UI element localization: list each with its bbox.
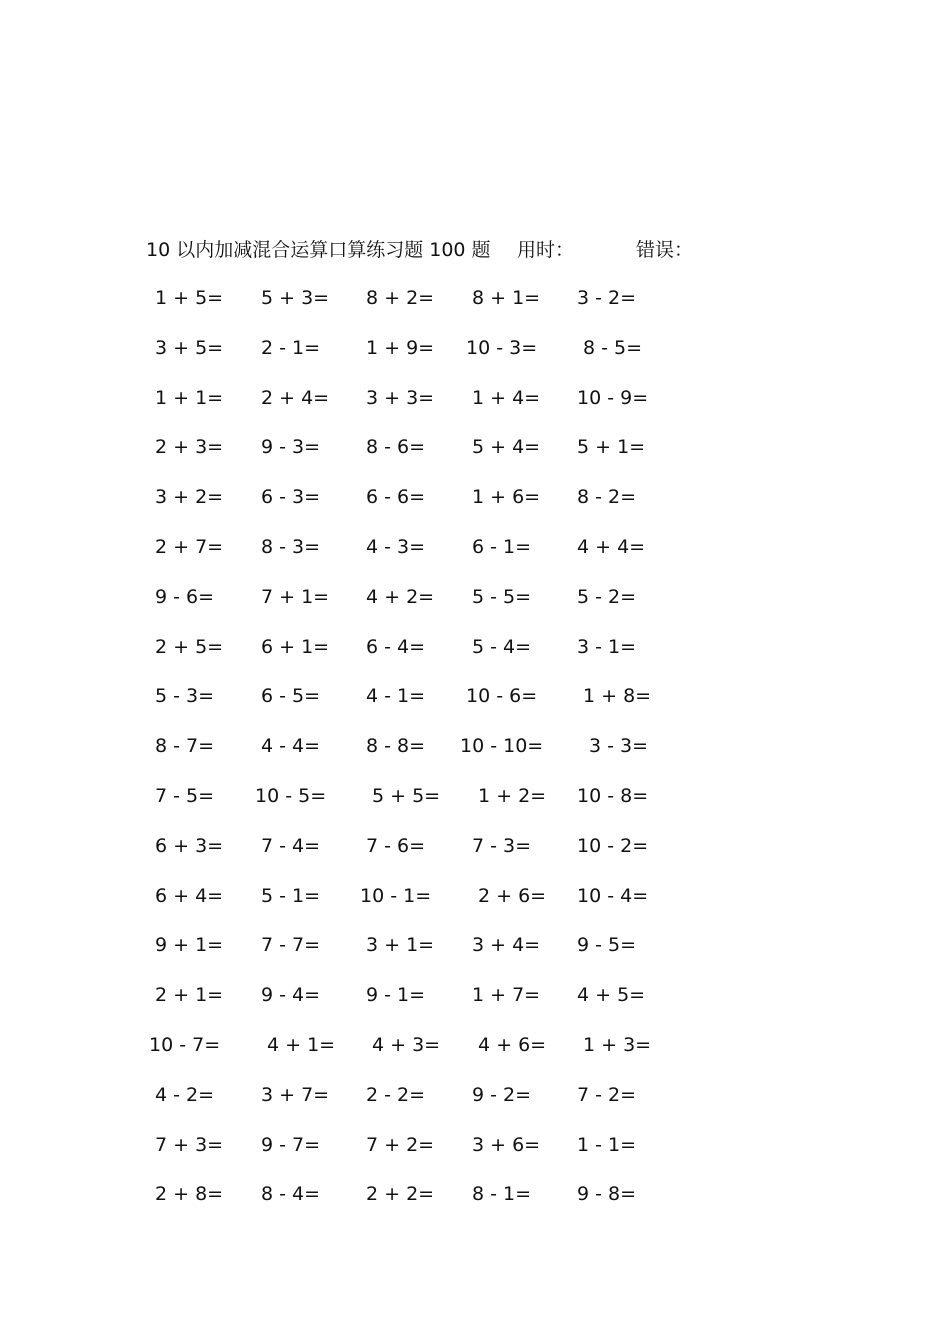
arithmetic-problem: 2 + 4= <box>261 386 330 409</box>
arithmetic-problem: 5 + 5= <box>372 784 441 807</box>
arithmetic-problem: 1 + 5= <box>155 287 224 309</box>
arithmetic-problem: 3 + 7= <box>261 1083 330 1106</box>
problem-row <box>0 483 950 533</box>
arithmetic-problem: 6 + 4= <box>155 884 224 907</box>
arithmetic-problem: 4 + 4= <box>577 535 646 558</box>
arithmetic-problem: 8 - 3= <box>261 535 321 558</box>
arithmetic-problem: 7 - 3= <box>472 834 532 857</box>
arithmetic-problem: 1 + 1= <box>155 386 224 409</box>
arithmetic-problem: 3 + 2= <box>155 486 224 509</box>
arithmetic-problem: 3 + 5= <box>155 336 224 359</box>
arithmetic-problem: 9 + 1= <box>155 934 224 957</box>
arithmetic-problem: 7 - 2= <box>577 1083 637 1106</box>
arithmetic-problem: 9 - 6= <box>155 585 215 608</box>
arithmetic-problem: 3 + 6= <box>472 1133 541 1156</box>
arithmetic-problem: 1 + 2= <box>478 784 547 807</box>
arithmetic-problem: 10 - 8= <box>577 784 649 807</box>
arithmetic-problem: 3 - 3= <box>589 735 649 758</box>
arithmetic-problem: 10 - 10= <box>460 735 544 758</box>
arithmetic-problem: 5 + 1= <box>577 436 646 459</box>
problem-row <box>0 981 950 1031</box>
arithmetic-problem: 8 - 4= <box>261 1183 321 1206</box>
arithmetic-problem: 1 - 1= <box>577 1133 637 1156</box>
problem-row <box>0 284 950 334</box>
arithmetic-problem: 8 - 1= <box>472 1183 532 1206</box>
arithmetic-problem: 10 - 7= <box>149 1033 221 1056</box>
error-count-label: 错误： <box>636 239 694 261</box>
problem-row <box>0 533 950 583</box>
arithmetic-problem: 1 + 9= <box>366 336 435 359</box>
arithmetic-problem: 4 + 3= <box>372 1033 441 1056</box>
arithmetic-problem: 6 - 6= <box>366 486 426 509</box>
arithmetic-problem: 10 - 1= <box>360 884 432 907</box>
arithmetic-problem: 1 + 4= <box>472 386 541 409</box>
arithmetic-problem: 7 + 3= <box>155 1133 224 1156</box>
worksheet-title: 10 以内加减混合运算口算练习题 100 题 <box>146 239 491 261</box>
problem-row <box>0 1131 950 1181</box>
arithmetic-problem: 4 - 1= <box>366 685 426 708</box>
arithmetic-problem: 4 + 1= <box>267 1033 336 1056</box>
arithmetic-problem: 7 - 5= <box>155 784 215 807</box>
arithmetic-problem: 1 + 6= <box>472 486 541 509</box>
problem-row <box>0 782 950 832</box>
arithmetic-problem: 8 - 2= <box>577 486 637 509</box>
arithmetic-problem: 2 + 3= <box>155 436 224 459</box>
arithmetic-problem: 9 - 1= <box>366 984 426 1007</box>
arithmetic-problem: 6 - 5= <box>261 685 321 708</box>
arithmetic-problem: 2 - 2= <box>366 1083 426 1106</box>
problem-row <box>0 882 950 932</box>
arithmetic-problem: 2 + 8= <box>155 1183 224 1206</box>
arithmetic-problem: 1 + 8= <box>583 685 652 708</box>
arithmetic-problem: 3 - 2= <box>577 287 637 309</box>
arithmetic-problem: 10 - 4= <box>577 884 649 907</box>
arithmetic-problem: 7 - 7= <box>261 934 321 957</box>
arithmetic-problem: 2 + 5= <box>155 635 224 658</box>
arithmetic-problem: 3 + 4= <box>472 934 541 957</box>
worksheet-header <box>146 236 746 264</box>
arithmetic-problem: 7 + 1= <box>261 585 330 608</box>
problem-row <box>0 1031 950 1081</box>
problem-row <box>0 384 950 434</box>
arithmetic-problem: 5 - 2= <box>577 585 637 608</box>
arithmetic-problem: 9 - 7= <box>261 1133 321 1156</box>
arithmetic-problem: 5 + 4= <box>472 436 541 459</box>
problem-row <box>0 832 950 882</box>
arithmetic-problem: 8 - 7= <box>155 735 215 758</box>
arithmetic-problem: 3 + 1= <box>366 934 435 957</box>
arithmetic-problem: 2 + 7= <box>155 535 224 558</box>
arithmetic-problem: 3 - 1= <box>577 635 637 658</box>
arithmetic-problem: 4 - 2= <box>155 1083 215 1106</box>
arithmetic-problem: 10 - 3= <box>466 336 538 359</box>
problem-row <box>0 682 950 732</box>
arithmetic-problem: 6 - 3= <box>261 486 321 509</box>
arithmetic-problem: 2 - 1= <box>261 336 321 359</box>
arithmetic-problem: 10 - 9= <box>577 386 649 409</box>
time-used-label: 用时： <box>517 239 575 261</box>
arithmetic-problem: 1 + 7= <box>472 984 541 1007</box>
arithmetic-problem: 6 + 1= <box>261 635 330 658</box>
arithmetic-problem: 8 - 6= <box>366 436 426 459</box>
arithmetic-problem: 8 - 8= <box>366 735 426 758</box>
arithmetic-problem: 6 + 3= <box>155 834 224 857</box>
arithmetic-problem: 8 - 5= <box>583 336 643 359</box>
arithmetic-problem: 6 - 1= <box>472 535 532 558</box>
arithmetic-problem: 9 - 3= <box>261 436 321 459</box>
arithmetic-problem: 3 + 3= <box>366 386 435 409</box>
problem-row <box>0 931 950 981</box>
arithmetic-problem: 5 + 3= <box>261 287 330 309</box>
arithmetic-problem: 4 + 2= <box>366 585 435 608</box>
arithmetic-problem: 5 - 1= <box>261 884 321 907</box>
arithmetic-problem: 4 - 4= <box>261 735 321 758</box>
arithmetic-problem: 4 - 3= <box>366 535 426 558</box>
arithmetic-problem: 8 + 2= <box>366 287 435 309</box>
arithmetic-problem: 5 - 4= <box>472 635 532 658</box>
problem-row <box>0 1180 950 1230</box>
arithmetic-problem: 10 - 6= <box>466 685 538 708</box>
problem-row <box>0 334 950 384</box>
arithmetic-problem: 2 + 2= <box>366 1183 435 1206</box>
arithmetic-problem: 4 + 6= <box>478 1033 547 1056</box>
arithmetic-problem: 7 - 6= <box>366 834 426 857</box>
arithmetic-problem: 9 - 5= <box>577 934 637 957</box>
arithmetic-problem: 4 + 5= <box>577 984 646 1007</box>
arithmetic-problem: 5 - 5= <box>472 585 532 608</box>
arithmetic-problem: 9 - 2= <box>472 1083 532 1106</box>
arithmetic-problem: 7 - 4= <box>261 834 321 857</box>
arithmetic-problem: 1 + 3= <box>583 1033 652 1056</box>
problem-row <box>0 583 950 633</box>
problem-grid <box>0 284 950 1230</box>
arithmetic-problem: 5 - 3= <box>155 685 215 708</box>
problem-row <box>0 1081 950 1131</box>
arithmetic-problem: 8 + 1= <box>472 287 541 309</box>
arithmetic-problem: 9 - 8= <box>577 1183 637 1206</box>
arithmetic-problem: 10 - 5= <box>255 784 327 807</box>
arithmetic-problem: 6 - 4= <box>366 635 426 658</box>
arithmetic-problem: 10 - 2= <box>577 834 649 857</box>
problem-row <box>0 433 950 483</box>
arithmetic-problem: 2 + 6= <box>478 884 547 907</box>
arithmetic-problem: 2 + 1= <box>155 984 224 1007</box>
arithmetic-problem: 7 + 2= <box>366 1133 435 1156</box>
problem-row <box>0 732 950 782</box>
problem-row <box>0 633 950 683</box>
arithmetic-problem: 9 - 4= <box>261 984 321 1007</box>
